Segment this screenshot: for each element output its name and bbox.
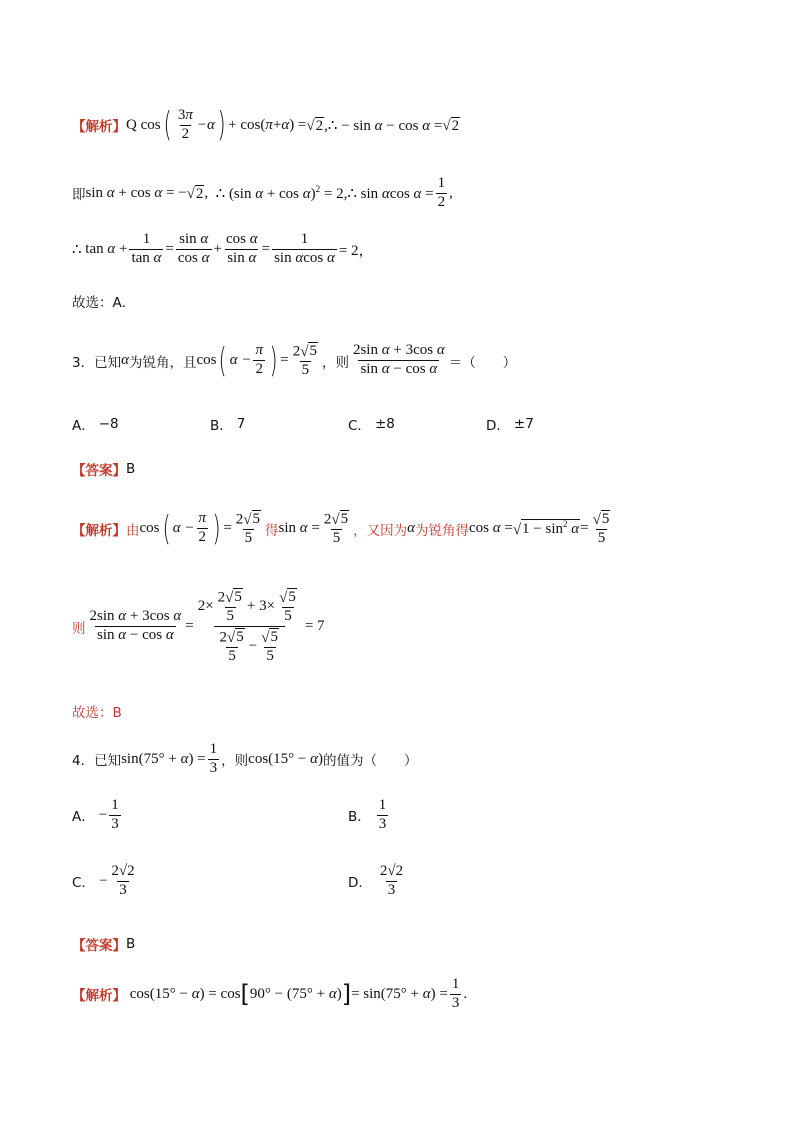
answer-value: B [126, 461, 136, 477]
math-expr: sin α = [278, 520, 320, 536]
fraction: $\frac{\text{2sin α + 3cos α}}{\text{sin α − cos α}}$ [89, 608, 182, 643]
math-expr: α − [229, 352, 252, 368]
fraction: $\frac{1}{3}$ [451, 976, 460, 1011]
math-expr: α − [172, 520, 195, 536]
option-letter: C． [72, 875, 95, 892]
choose-a-text: 故选：A． [72, 295, 136, 311]
answer-label: 【答案】 [72, 938, 126, 954]
therefore-symbol: ∴ [215, 185, 226, 202]
math-expr: = [261, 240, 271, 257]
math-expr: 90° − (75° + α) [249, 985, 342, 1002]
math-expr: cos [139, 520, 160, 536]
math-expr: tan α + [81, 240, 128, 257]
fraction: $\frac{\pi}{2}$ [198, 510, 207, 545]
prefix-text: 即 [72, 187, 86, 204]
sqrt: √ 2 [186, 185, 204, 202]
fraction: $\frac{2√2}{3}$ [379, 863, 404, 898]
math-expr: = [185, 618, 194, 634]
fraction: $\frac{1}{3}$ [378, 797, 387, 832]
paren-close: ) [212, 508, 221, 549]
choose-a [72, 291, 135, 311]
sqrt: √ 2 [306, 117, 324, 134]
choose-b-text: 故选：B [72, 705, 122, 721]
fraction: 2 √ 5 5 [292, 343, 317, 379]
solution-4 [72, 977, 467, 1012]
paren-close: ) [217, 105, 226, 146]
analysis-line-3 [72, 232, 374, 267]
fraction: $\frac{\text{cos α}}{\text{sin α}}$ [225, 231, 258, 266]
math-expr: = [280, 352, 289, 368]
fraction: 2 √ 5 5 [235, 511, 260, 547]
option-c [72, 864, 139, 899]
math-expr: , [204, 184, 216, 201]
option-b [210, 414, 245, 434]
option-sign: − [98, 806, 108, 823]
math-expr: = 2， [338, 242, 374, 259]
option-d [348, 864, 407, 899]
analysis-line-2 [72, 176, 453, 211]
math-expr: = [223, 520, 232, 536]
question-number: 4． [72, 753, 95, 770]
analysis-label: 【解析】 [72, 522, 126, 539]
solution-3-line-2 [72, 588, 325, 665]
option-value: −8 [98, 416, 119, 432]
answer-line-4 [72, 934, 135, 954]
option-b [348, 798, 390, 833]
math-expr: + [213, 240, 222, 257]
solution-text: 由 [126, 522, 140, 539]
sqrt: √ 2 [442, 117, 460, 134]
option-letter: C． [348, 418, 371, 434]
option-sign: − [98, 872, 108, 889]
solution-text: ，又因为 [353, 522, 408, 539]
bracket-close: ] [341, 980, 352, 1009]
answer-line-3 [72, 459, 135, 479]
math-expr: = [165, 240, 174, 257]
analysis-label: 【解析】 [72, 119, 126, 136]
solution-text: 为锐角得 [414, 522, 469, 539]
analysis-label: 【解析】 [72, 988, 126, 1005]
stem-text: 为锐角，且 [128, 354, 197, 371]
math-expr: = 7 [304, 618, 325, 634]
solution-text: 则 [72, 620, 86, 637]
math-expr: = [580, 520, 589, 536]
math-expr: (sin α + cos α)$^2$ = 2,∴ sin αcos α = [225, 183, 434, 202]
paren-open: ( [163, 105, 172, 146]
stem-text: 的值为（ ） [322, 753, 418, 770]
option-letter: D． [348, 875, 372, 892]
fraction: $\frac{3\pi}{2}$ [177, 107, 193, 142]
math-expr: + cos(π+α) = [228, 116, 307, 133]
bracket-open: [ [240, 980, 250, 1009]
math-expr: cos α = [468, 520, 513, 536]
option-a [72, 414, 119, 434]
question-number: 3． [72, 354, 95, 371]
math-expr: cos [196, 352, 217, 368]
option-letter: B． [210, 418, 233, 434]
stem-text: ，则 [221, 753, 249, 770]
math-expr: sin(75° + α) = [121, 750, 206, 767]
math-expr: α [121, 352, 129, 368]
option-letter: A． [72, 809, 95, 826]
blank-parens: ＝（ ） [448, 354, 517, 371]
math-expr: , [449, 184, 453, 201]
math-expr: sin α + cos α = − [85, 184, 187, 201]
solution-text: 得 [265, 522, 279, 539]
option-letter: A． [72, 418, 95, 434]
option-letter: B． [348, 809, 371, 826]
option-value: 7 [236, 416, 246, 432]
fraction: $\frac{\pi}{2}$ [255, 342, 263, 377]
fraction: $\frac{\text{2sin α + 3cos α}}{\text{sin α − cos α}}$ [352, 342, 445, 377]
math-expr: cos(15° − α) [248, 750, 323, 767]
math-expr: = sin(75° + α) = [351, 985, 448, 1002]
compound-fraction: 2× 2 √ 5 5 + 3× √ 5 5 2 √ 5 5 − √ 5 5 [197, 589, 296, 665]
math-expr: −α [196, 116, 215, 133]
choose-b-3 [72, 701, 122, 721]
fraction: 2 √ 5 5 [323, 511, 349, 547]
option-value: ±7 [513, 416, 534, 432]
paren-open: ( [162, 508, 171, 549]
paren-open: ( [219, 340, 228, 381]
option-c [348, 414, 395, 434]
analysis-line-1 [72, 105, 460, 146]
answer-label: 【答案】 [72, 463, 126, 479]
math-expr: α [407, 520, 415, 536]
fraction: $\frac{1}{2}$ [437, 175, 446, 210]
fraction: $\frac{1}{3}$ [209, 741, 218, 776]
sqrt: √ $1 - \sin^2 \alpha$ [512, 519, 580, 538]
stem-text: 已知 [94, 354, 122, 371]
stem-text: ，则 [321, 354, 349, 371]
fraction: $\frac{2√2}{3}$ [111, 863, 135, 898]
fraction: $\frac{1}{3}$ [111, 797, 119, 832]
math-expr: Q cos [126, 116, 161, 133]
math-expr: ,∴ − sin α − cos α = [324, 117, 443, 134]
therefore-symbol: ∴ [72, 241, 82, 258]
option-letter: D． [486, 418, 510, 434]
answer-value: B [126, 936, 136, 952]
stem-text: 已知 [94, 753, 122, 770]
fraction: $\frac{1}{\text{sin αcos α}}$ [274, 231, 335, 266]
option-a [72, 798, 123, 833]
option-value: ±8 [374, 416, 395, 432]
math-expr: cos(15° − α) = cos [126, 985, 241, 1002]
solution-3-line-1 [72, 510, 614, 547]
paren-close: ) [269, 340, 278, 381]
option-d [486, 414, 534, 434]
question-3 [72, 342, 516, 379]
fraction: $\frac{\text{sin α}}{\text{cos α}}$ [177, 231, 210, 266]
question-4 [72, 742, 417, 777]
math-expr: . [463, 985, 468, 1002]
fraction: √ 5 5 [592, 511, 610, 547]
fraction: $\frac{1}{\text{tan α}}$ [131, 231, 162, 266]
